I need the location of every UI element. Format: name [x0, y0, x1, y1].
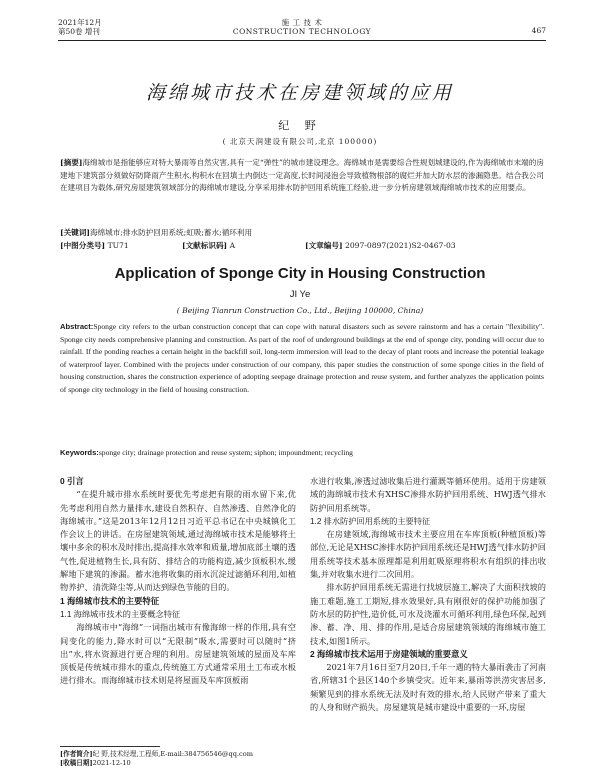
section-heading: 0 引言	[60, 476, 84, 486]
abstract-en-label: Abstract:	[60, 322, 94, 331]
abstract-en	[60, 321, 544, 397]
abstract-cn-label: [摘要]	[60, 158, 83, 167]
body-paragraph: 排水防护回用系统无需进行找坡层施工,解决了大面积找坡的施工难题,施工工期短,排水效果好,具有刚很好的保护功能加强了防水层的防护性,造价低,可水及浇灌水可循环利用,绿色环保,起到渗、蓄、净、用、排的作用,是适合房屋建筑领域的海绵城市施工技术,如图1所示。	[310, 582, 546, 646]
abstract-en-text: Sponge city refers to the urban construction concept that can cope with natural disasters such as severe rainstorm and has a certain "flexibility". Sponge city needs comprehensive planning and construction. As part of the roof of underground buildings at the end of sponge city, ponding will occur due to rainfall. If the ponding reaches a certain height in the backfill soil, long-term immersion will lead to the decay of plant roots and increase the potential leakage of waterproof layer. Combined with the projects under construction of our company, this paper studies the construction of some sponge cities in the field of housing construction, shares the construction experience of adopting seepage drainage protection and reuse system, and further analyzes the application points of sponge city technology in the field of housing construction.	[60, 322, 544, 394]
body-paragraph: 海绵城市中“海绵”一词指出城市有像海绵一样的作用,具有空间变化的能力,降水时可以“无限制”吸水,需要时可以随时“挤出”水,将水资源进行更合理的利用。房屋建筑领域的屋面及车库顶板是传统城市排水的重点,传统施工方式通常采用土工布或水板进行排水。而海绵城市技术则是将屋面及车库顶板雨	[60, 622, 296, 686]
affiliation-en: ( Beijing Tianrun Construction Co., Ltd., Beijing 100000, China)	[176, 306, 424, 315]
keywords-cn-text: 海绵城市;排水防护回用系统;虹吸;蓄水;循环利用	[89, 228, 253, 237]
body-column-left	[60, 475, 296, 688]
footnote-divider	[60, 746, 160, 747]
keywords-cn-label: [关键词]	[60, 228, 90, 237]
affiliation-cn: ( 北京天润建设有限公司,北京 100000)	[222, 137, 378, 146]
body-paragraph: 在房建领域,海绵城市技术主要应用在车库顶板(种植顶板)等部位,无论是XHSC渗排水防护回用系统还是HWJ透气排水防护回用系统等技术基本原理都是利用虹吸原理将积水有组织的排出收集,并对收集水进行二次回用。	[310, 529, 546, 580]
header-divider	[58, 40, 546, 41]
issue-date: 2021年12月	[58, 18, 102, 27]
body-paragraph: 水进行收集,渗透过滤收集后进行灌溉等循环使用。适用于房建领域的海绵城市技术有XHSC渗排水防护回用系统、HWJ透气排水防护回用系统等。	[310, 476, 546, 513]
footnote-date: [收稿日期]2021-12-10	[60, 759, 131, 767]
clc-code: [中图分类号] TU71	[60, 241, 129, 250]
journal-name	[58, 18, 546, 36]
abstract-cn	[60, 157, 544, 195]
keywords-en-text: sponge city; drainage protection and reuse system; siphon; impoundment; recycling	[98, 448, 353, 457]
page-header	[58, 18, 546, 40]
abstract-cn-text: 海绵城市是指能够应对特大暴雨等自然灾害,具有一定“弹性”的城市建设理念。海绵城市是需要综合性规划城建设的,作为海绵城市末端的房建地下建筑部分须做好防降雨产生积水,构积水在回填土内倒达一定高度,长时间浸泡会导致植物根部的腐烂并加大防水层的渗漏隐患。结合我公司在建项目为载体,研究房屋建筑领域部分的海绵城市建设,分享采用排水防护回用系统施工经验,进一步分析房建领域海绵城市技术的应用要点。	[60, 158, 544, 192]
issue-volume: 第50卷 增刊	[58, 27, 100, 36]
keywords-en	[60, 447, 544, 459]
section-heading: 2 海绵城市技术运用于房建领域的重要意义	[310, 648, 468, 659]
subsection-heading: 1.2 排水防护回用系统的主要特征	[310, 516, 431, 526]
page-number: 467	[531, 26, 546, 35]
keywords-cn	[60, 227, 544, 239]
author-en: JI Ye	[289, 289, 311, 300]
keywords-en-label: Keywords:	[60, 448, 99, 457]
journal-name-en: CONSTRUCTION TECHNOLOGY	[232, 27, 372, 36]
body-column-right	[310, 475, 546, 714]
footnote	[60, 750, 296, 768]
journal-name-cn: 施 工 技 术	[281, 18, 323, 27]
body-paragraph: 2021年7月16日至7月20日,千年一遇的特大暴雨袭击了河南省,所辖31个县区140个乡镇受灾。近年来,暴雨等洪涝灾害居多,频繁见到的排水系统无法及时有效的排水,给人民财产带来了重大的人身和财产损失。房屋建筑是城市建设中重要的一环,房屋	[310, 662, 546, 713]
section-heading: 1 海绵城市技术的主要特征	[60, 595, 160, 606]
body-paragraph: “在提升城市排水系统时要优先考虑把有限的雨水留下来,优先考虑利用自然力量排水,建设自然积存、自然渗透、自然净化的海绵城市。”这是2013年12月12日习近平总书记在中央城镇化工作会议上的讲话。在房屋建筑领域,通过海绵城市技术是能够将土壤中多余的积水及时排出,提高排水效率和质量,增加底部土壤的透气性,促进植物生长,具有防、排结合的功能构造,减少顶板积水,缓解地下建筑的渗漏。蓄水池将收集的雨水沉淀过滤循环利用,如植物养护、清洗降尘等,从而达到绿色节能的目的。	[60, 489, 296, 593]
author-cn: 纪 野	[278, 119, 322, 132]
footnote-author: [作者简介]纪 野,技术经理,工程师,E-mail:384756546@qq.com	[60, 750, 253, 758]
title-cn: 海绵城市技术在房建领域的应用	[145, 82, 454, 104]
subsection-heading: 1.1 海绵城市技术的主要概念特征	[60, 609, 181, 619]
doc-code: [文献标识码] A	[182, 241, 236, 250]
title-en: Application of Sponge City in Housing Construction	[114, 265, 486, 282]
article-number: [文章编号] 2097-0897(2021)S2-0467-03	[305, 241, 456, 250]
